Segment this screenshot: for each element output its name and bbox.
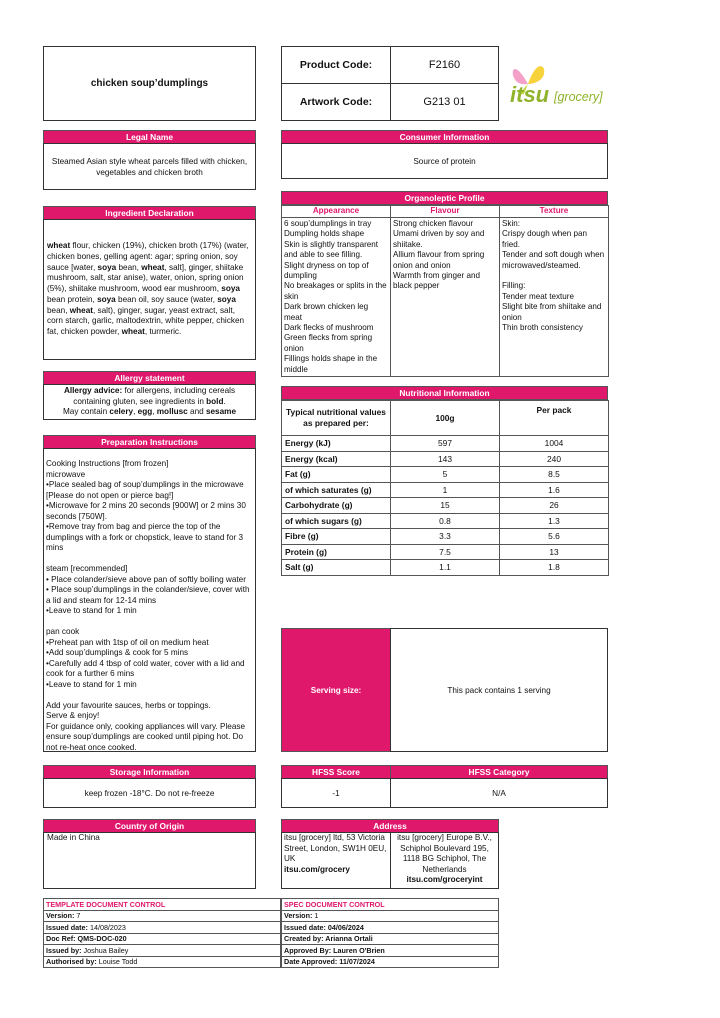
ingredient-segment: flour, chicken (19%), chicken broth (17%) (water, chicken bones, gelling agent: agar; spring onion, soy sauce [water, [47, 240, 249, 272]
ingredient-header: Ingredient Declaration [43, 206, 256, 220]
organoleptic-appearance-line: Fillings holds shape in the middle [284, 354, 378, 374]
nutrition-value-100g: 3.3 [391, 529, 500, 545]
nutrition-row [282, 482, 609, 498]
nutrition-value-100g: 7.5 [391, 544, 500, 560]
nutrition-label: Energy (kJ) [282, 436, 391, 452]
nutrition-col-100g: 100g [391, 401, 500, 436]
preparation-line: •Place sealed bag of soup’dumplings in the microwave [Please do not open or pierce bag!] [46, 480, 244, 500]
organoleptic-texture [500, 218, 609, 377]
preparation-line: Serve & enjoy! [46, 711, 100, 720]
nutrition-value-pack: 1.6 [500, 482, 609, 498]
nutrition-value-pack: 1.8 [500, 560, 609, 576]
serving-size-text: This pack contains 1 serving [447, 685, 551, 695]
organoleptic-table [281, 205, 609, 377]
address-uk-text: itsu [grocery] ltd, 53 Victoria Street, London, SW1H 0EU, UK [284, 833, 387, 864]
preparation-line: Add your favourite sauces, herbs or toppings. [46, 700, 211, 710]
address-eu-text: itsu [grocery] Europe B.V., Schiphol Boulevard 195, 1118 BG Schiphol, The Netherlands [397, 833, 492, 874]
product-code-label: Product Code: [281, 46, 391, 84]
nutrition-value-pack: 26 [500, 498, 609, 514]
preparation-line: For guidance only, cooking appliances will vary. Please ensure soup’dumplings are cooked until piping hot. Do not re-heat once cooked. [46, 721, 246, 752]
address-uk-web: itsu.com/grocery [284, 864, 350, 874]
allergen-sep: , [133, 407, 138, 417]
organoleptic-appearance [282, 218, 391, 377]
preparation-line: Cooking Instructions [from frozen] [46, 459, 169, 468]
nutrition-row [282, 451, 609, 467]
nutrition-row [282, 467, 609, 483]
nutrition-value-100g: 143 [391, 451, 500, 467]
preparation-header: Preparation Instructions [43, 435, 256, 449]
nutrition-row [282, 513, 609, 529]
nutrition-row [282, 529, 609, 545]
allergy-may-prefix: May contain [62, 407, 110, 417]
preparation-line: • Place colander/sieve above pan of softly boiling water [46, 574, 246, 584]
organoleptic-col-flavour: Flavour [391, 206, 500, 218]
control-key: Issued by: [46, 945, 82, 955]
preparation-box [43, 448, 256, 752]
spec-control-title: SPEC DOCUMENT CONTROL [282, 899, 499, 911]
hfss-category-header: HFSS Category [390, 765, 608, 779]
organoleptic-appearance-line: Slight dryness on top of dumpling [284, 260, 369, 281]
spec-control-row [282, 922, 499, 934]
preparation-line [46, 617, 253, 628]
control-value: 1 [312, 911, 319, 921]
organoleptic-texture-line: Skin: [502, 219, 520, 228]
serving-size-label: Serving size: [281, 628, 391, 752]
ingredient-segment: bean, [116, 262, 142, 272]
template-control-row [44, 956, 281, 968]
nutrition-label: of which sugars (g) [282, 513, 391, 529]
preparation-line [46, 690, 253, 701]
template-control-row [44, 945, 281, 957]
nutrition-label: Fat (g) [282, 467, 391, 483]
control-value: Louise Todd [96, 957, 138, 967]
consumer-info-box [281, 143, 608, 179]
itsu-grocery-logo [504, 58, 614, 118]
ingredient-allergen: soya [97, 294, 116, 304]
nutrition-label: Energy (kcal) [282, 451, 391, 467]
preparation-line: pan cook [46, 627, 80, 636]
ingredient-allergen: wheat [69, 305, 93, 315]
nutrition-header: Nutritional Information [281, 386, 608, 400]
spec-control-row [282, 910, 499, 922]
allergen-sesame: sesame [205, 407, 237, 417]
preparation-line: •Carefully add 4 tbsp of cold water, cover with a lid and cook for a further 6 mins [46, 658, 245, 678]
origin-header: Country of Origin [43, 819, 256, 833]
organoleptic-appearance-line: No breakages or splits in the skin [284, 281, 387, 301]
storage-header: Storage Information [43, 765, 256, 779]
hfss-score-box [281, 778, 391, 808]
allergy-advice-end: . [223, 396, 226, 406]
address-eu-web: itsu.com/groceryint [406, 875, 483, 885]
organoleptic-flavour-line: Umami driven by soy and shiitake. [393, 229, 485, 249]
product-name: chicken soup’dumplings [90, 78, 209, 89]
nutrition-row [282, 544, 609, 560]
product-code-value: F2160 [390, 46, 499, 84]
organoleptic-flavour-line: Warmth from ginger and black pepper [393, 271, 480, 291]
control-key: Issued date: [46, 922, 88, 932]
organoleptic-texture-line: Slight bite from shiitake and onion [502, 302, 602, 322]
template-control-row [44, 922, 281, 934]
ingredient-segment: bean, [47, 305, 70, 315]
organoleptic-col-appearance: Appearance [282, 206, 391, 218]
allergen-sep: and [187, 407, 206, 417]
address-header: Address [281, 819, 499, 833]
organoleptic-texture-line: Thin broth consistency [502, 323, 583, 333]
nutrition-label: Fibre (g) [282, 529, 391, 545]
legal-name-text: Steamed Asian style wheat parcels filled with chicken, vegetables and chicken broth [51, 156, 248, 177]
ingredient-segment: , salt], ginger, shiitake mushroom, salt, star anise), water, onion, spring onion (5%), shiitake mushroom, wood ear mushroom, [47, 262, 244, 294]
nutrition-label: of which saturates (g) [282, 482, 391, 498]
ingredient-box [43, 219, 256, 360]
serving-size-box [390, 628, 608, 752]
nutrition-value-100g: 5 [391, 467, 500, 483]
legal-name-box [43, 143, 256, 190]
template-control-table [43, 898, 281, 968]
ingredient-text [44, 239, 255, 340]
control-key: Version: [46, 911, 75, 921]
preparation-line: steam [recommended] [46, 564, 128, 573]
hfss-score-header: HFSS Score [281, 765, 391, 779]
nutrition-label: Salt (g) [282, 560, 391, 576]
ingredient-segment: , turmeric. [144, 327, 182, 337]
address-eu-box [390, 832, 499, 889]
organoleptic-texture-line: Crispy dough when pan fried. [502, 229, 588, 249]
control-key: Approved By: Lauren O'Brien [284, 945, 385, 955]
spec-control-row [282, 945, 499, 957]
nutrition-row [282, 498, 609, 514]
organoleptic-texture-line: Tender and soft dough when microwaved/steamed. [502, 250, 605, 270]
organoleptic-appearance-line: Skin is slightly transparent and able to see filling. [284, 239, 379, 260]
ingredient-segment: , salt), ginger, sugar, yeast extract, salt, corn starch, garlic, maltodextrin, white pepper, chicken fat, chicken powder, [47, 305, 245, 337]
preparation-line: microwave [46, 469, 86, 479]
legal-name-header: Legal Name [43, 130, 256, 144]
organoleptic-appearance-line: Green flecks from spring onion [284, 333, 373, 353]
template-control-row [44, 933, 281, 945]
allergy-advice-text: for allergens, including cereals containing gluten, see ingredients in [73, 386, 236, 406]
control-key: Doc Ref: QMS-DOC-020 [46, 934, 127, 944]
origin-text: Made in China [47, 833, 100, 842]
consumer-info-text: Source of protein [413, 156, 476, 166]
control-key: Created by: Arianna Ortali [284, 934, 373, 944]
product-code-grid [281, 46, 499, 121]
nutrition-value-100g: 1.1 [391, 560, 500, 576]
ingredient-allergen: soya [97, 262, 117, 272]
nutrition-row [282, 436, 609, 452]
allergy-header: Allergy statement [43, 371, 256, 385]
preparation-line: •Add soup’dumplings & cook for 5 mins [46, 648, 189, 657]
preparation-line: •Preheat pan with 1tsp of oil on medium heat [46, 637, 209, 647]
template-control-row [44, 910, 281, 922]
allergen-sep: , [152, 407, 157, 417]
allergy-advice-bold: bold [206, 396, 224, 406]
nutrition-value-pack: 8.5 [500, 467, 609, 483]
nutrition-col-label: Typical nutritional values as prepared per: [282, 401, 391, 436]
hfss-category-box [390, 778, 608, 808]
logo-brand: itsu [510, 82, 550, 107]
spec-control-row [282, 933, 499, 945]
hfss-category-value: N/A [492, 788, 506, 798]
organoleptic-flavour [391, 218, 500, 377]
organoleptic-flavour-line: Allium flavour from spring onion and onion [393, 250, 485, 270]
nutrition-value-pack: 5.6 [500, 529, 609, 545]
hfss-score-value: -1 [332, 788, 340, 798]
control-key: Date Approved: 11/07/2024 [284, 957, 375, 967]
preparation-line: •Leave to stand for 1 min [46, 679, 137, 689]
ingredient-allergen: wheat [47, 240, 71, 250]
control-value: 14/08/2023 [87, 922, 126, 932]
organoleptic-appearance-line: Dark flecks of mushroom [284, 323, 374, 333]
nutrition-value-100g: 15 [391, 498, 500, 514]
logo-sub: [grocery] [554, 90, 603, 104]
ingredient-allergen: soya [217, 294, 236, 304]
nutrition-label: Carbohydrate (g) [282, 498, 391, 514]
control-value: 7 [74, 911, 81, 921]
nutrition-value-100g: 0.8 [391, 513, 500, 529]
storage-text: keep frozen -18°C. Do not re-freeze [84, 788, 215, 798]
allergen-celery: celery [109, 407, 134, 417]
nutrition-row [282, 560, 609, 576]
nutrition-label: Protein (g) [282, 544, 391, 560]
product-name-box [43, 46, 256, 121]
organoleptic-flavour-line: Strong chicken flavour [393, 219, 474, 228]
preparation-line: •Microwave for 2 mins 20 seconds [900W] or 2 mins 30 seconds [750W]. [46, 501, 246, 521]
ingredient-segment: bean protein, [47, 294, 98, 304]
nutrition-value-pack: 240 [500, 451, 609, 467]
allergy-advice-label: Allergy advice: [63, 386, 123, 395]
allergen-mollusc: mollusc [156, 407, 188, 417]
ingredient-allergen: wheat [121, 327, 145, 337]
organoleptic-header: Organoleptic Profile [281, 191, 608, 205]
organoleptic-appearance-line: Dark brown chicken leg meat [284, 302, 369, 322]
allergy-box [43, 384, 256, 420]
nutrition-value-100g: 597 [391, 436, 500, 452]
spec-control-row [282, 956, 499, 968]
preparation-line: •Remove tray from bag and pierce the top of the dumplings with a fork or chopstick, leave to stand for 3 mins [46, 522, 244, 552]
control-key: Authorised by: [46, 957, 97, 967]
spec-control-table [281, 898, 499, 968]
ingredient-allergen: wheat [141, 262, 165, 272]
origin-box [43, 832, 256, 889]
nutrition-value-pack: 1004 [500, 436, 609, 452]
nutrition-value-pack: 1.3 [500, 513, 609, 529]
nutrition-value-pack: 13 [500, 544, 609, 560]
preparation-line: • Place soup’dumplings in the colander/sieve, cover with a lid and steam for 12-14 mins [46, 585, 250, 605]
allergen-egg: egg [137, 407, 153, 417]
control-key: Version: [284, 911, 313, 921]
nutrition-table [281, 400, 609, 576]
organoleptic-appearance-line: Dumpling holds shape [284, 229, 365, 239]
preparation-line: •Leave to stand for 1 min [46, 606, 137, 615]
organoleptic-texture-line: Filling: [502, 281, 526, 291]
template-control-title: TEMPLATE DOCUMENT CONTROL [44, 899, 281, 911]
ingredient-segment: bean oil, soy sauce (water, [115, 294, 218, 304]
address-uk-box [281, 832, 391, 889]
consumer-info-header: Consumer Information [281, 130, 608, 144]
nutrition-value-100g: 1 [391, 482, 500, 498]
artwork-code-label: Artwork Code: [281, 83, 391, 121]
ingredient-allergen: soya [221, 284, 240, 294]
artwork-code-value: G213 01 [390, 83, 499, 121]
control-value: Joshua Bailey [81, 945, 129, 955]
organoleptic-appearance-line: 6 soup’dumplings in tray [284, 219, 372, 228]
preparation-line [46, 554, 253, 565]
organoleptic-texture-line [502, 271, 606, 281]
control-key: Issued date: 04/06/2024 [284, 922, 364, 932]
nutrition-col-pack: Per pack [500, 401, 609, 436]
storage-box [43, 778, 256, 808]
organoleptic-col-texture: Texture [500, 206, 609, 218]
organoleptic-texture-line: Tender meat texture [502, 291, 574, 301]
